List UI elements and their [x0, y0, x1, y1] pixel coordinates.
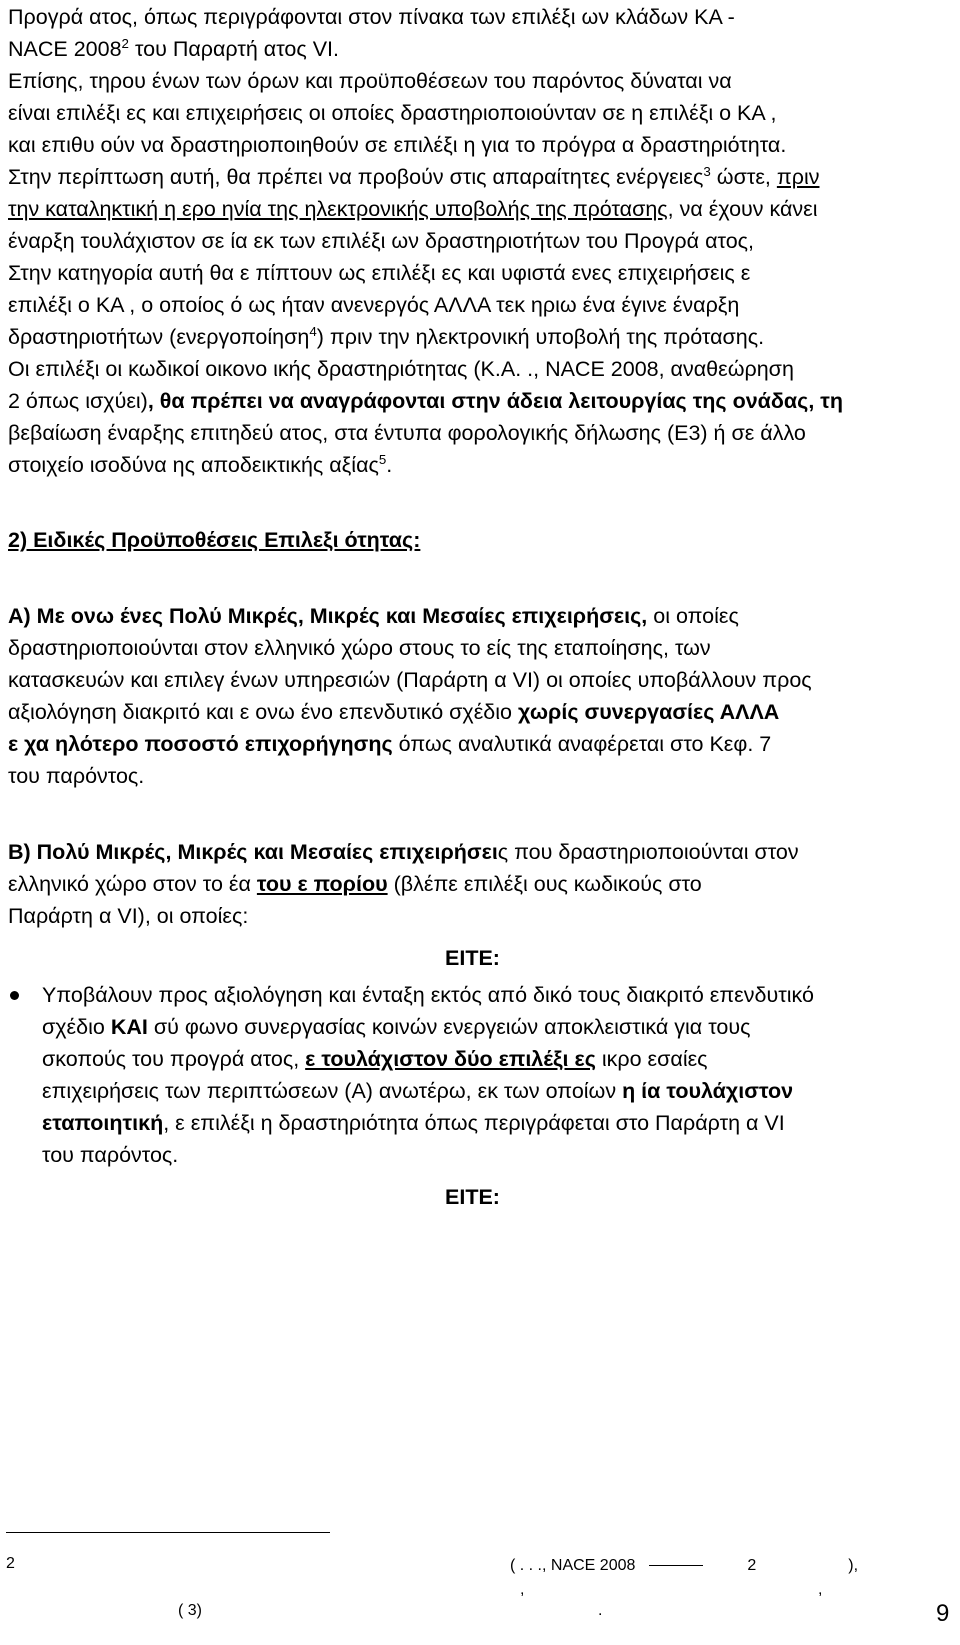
- text-line: Επίσης, τηρου ένων των όρων και προϋποθέσεων του παρόντος δύναται να: [8, 69, 732, 93]
- text-line: του παρόντος.: [8, 764, 145, 788]
- text-line: Παράρτη α VI), οι οποίες:: [8, 904, 249, 928]
- text-line: σκοπούς του προγρά ατος, ε τουλάχιστον δύο επιλέξι ες ικρο εσαίες: [42, 1047, 708, 1071]
- text-line: του παρόντος.: [42, 1143, 179, 1167]
- text-line: επιχειρήσεις των περιπτώσεων (Α) ανωτέρω, εκ των οποίων η ία τουλάχιστον: [42, 1079, 794, 1103]
- footnote-ref[interactable]: 2: [121, 35, 129, 51]
- text-line: NACE 2008$^2$ του Παραρτή ατος VI.: [8, 35, 339, 61]
- text-line: ε χα ηλότερο ποσοστό επιχορήγησης όπως αναλυτικά αναφέρεται στο Κεφ. 7: [8, 732, 772, 756]
- text-line: είναι επιλέξι ες και επιχειρήσεις οι οποίες δραστηριοποιούνταν σε η επιλέξι ο ΚΑ ,: [8, 101, 777, 125]
- text-line: κατασκευών και επιλεγ ένων υπηρεσιών (Παράρτη α VI) οι οποίες υποβάλλουν προς: [8, 668, 812, 692]
- text-line: αξιολόγηση διακριτό και ε ονω ένο επενδυτικό σχέδιο χωρίς συνεργασίες ΑΛΛΑ: [8, 700, 780, 724]
- footnote-text: ( . . ., NACE 2008 2 ),: [510, 1557, 859, 1574]
- text-line: ελληνικό χώρο στον το έα του ε πορίου (βλέπε επιλέξι ους κωδικούς στο: [8, 872, 702, 896]
- text-line: δραστηριοτήτων (ενεργοποίηση$^4$) πριν την ηλεκτρονική υποβολή της πρότασης.: [8, 323, 765, 349]
- text-line: βεβαίωση έναρξης επιτηδεύ ατος, στα έντυπα φορολογικής δήλωσης (Ε3) ή σε άλλο: [8, 421, 806, 445]
- dash-line: [649, 1565, 703, 1566]
- footnote-ref[interactable]: 3: [703, 163, 711, 179]
- footnote-ref[interactable]: 4: [309, 323, 317, 339]
- text-line: Υποβάλουν προς αξιολόγηση και ένταξη εκτός από δικό τους διακριτό επενδυτικό: [42, 983, 814, 1007]
- text-line: έναρξη τουλάχιστον σε ία εκ των επιλέξι ων δραστηριοτήτων του Προγρά ατος,: [8, 229, 754, 253]
- footnote-text: ,: [520, 1581, 525, 1598]
- footnote-separator: [6, 1532, 330, 1533]
- footnote-number: 2: [6, 1555, 15, 1572]
- text-line: σχέδιο ΚΑΙ σύ φωνο συνεργασίας κοινών ενεργειών αποκλειστικά για τους: [42, 1015, 751, 1039]
- footnote-ref[interactable]: 5: [378, 451, 387, 467]
- text-line: Προγρά ατος, όπως περιγράφονται στον πίνακα των επιλέξι ων κλάδων ΚΑ -: [8, 5, 735, 29]
- text-line: Στην περίπτωση αυτή, θα πρέπει να προβούν στις απαραίτητες ενέργειες$^3$ ώστε, πριν: [8, 163, 820, 189]
- text-line: Β) Πολύ Μικρές, Μικρές και Μεσαίες επιχειρήσεις που δραστηριοποιούνται στον: [8, 840, 799, 864]
- eite-label: ΕΙΤΕ:: [445, 1185, 500, 1209]
- text-line: και επιθυ ούν να δραστηριοποιηθούν σε επιλέξι η για το πρόγρα α δραστηριότητα.: [8, 133, 787, 157]
- section-heading: 2) Ειδικές Προϋποθέσεις Επιλεξι ότητας:: [8, 528, 421, 552]
- text-line: επιλέξι ο ΚΑ , ο οποίος ό ως ήταν ανενεργός ΑΛΛΑ τεκ ηριω ένα έγινε έναρξη: [8, 293, 740, 317]
- text-line: στοιχείο ισοδύνα ης αποδεικτικής αξίας$^5$.: [8, 451, 393, 477]
- page-number: 9: [936, 1600, 950, 1627]
- footnote-text: .: [598, 1602, 603, 1619]
- text-line: Στην κατηγορία αυτή θα ε πίπτουν ως επιλέξι ες και υφιστά ενες επιχειρήσεις ε: [8, 261, 751, 285]
- footnote-text: ,: [818, 1581, 823, 1598]
- bullet-icon: [10, 991, 19, 1000]
- footnote-text: ( 3): [178, 1602, 202, 1619]
- text-line: Οι επιλέξι οι κωδικοί οικονο ικής δραστηριότητας (Κ.Α. ., NACE 2008, αναθεώρηση: [8, 357, 794, 381]
- text-line: Α) Με ονω ένες Πολύ Μικρές, Μικρές και Μεσαίες επιχειρήσεις, οι οποίες: [8, 604, 739, 628]
- text-line: εταποιητική, ε επιλέξι η δραστηριότητα όπως περιγράφεται στο Παράρτη α VI: [42, 1111, 785, 1135]
- text-line: 2 όπως ισχύει), θα πρέπει να αναγράφονται στην άδεια λειτουργίας της ονάδας, τη: [8, 389, 844, 413]
- text-line: την καταληκτική η ερο ηνία της ηλεκτρονικής υποβολής της πρότασης, να έχουν κάνει: [8, 197, 818, 221]
- text-line: δραστηριοποιούνται στον ελληνικό χώρο στους το είς της εταποίησης, των: [8, 636, 711, 660]
- eite-label: ΕΙΤΕ:: [445, 946, 500, 970]
